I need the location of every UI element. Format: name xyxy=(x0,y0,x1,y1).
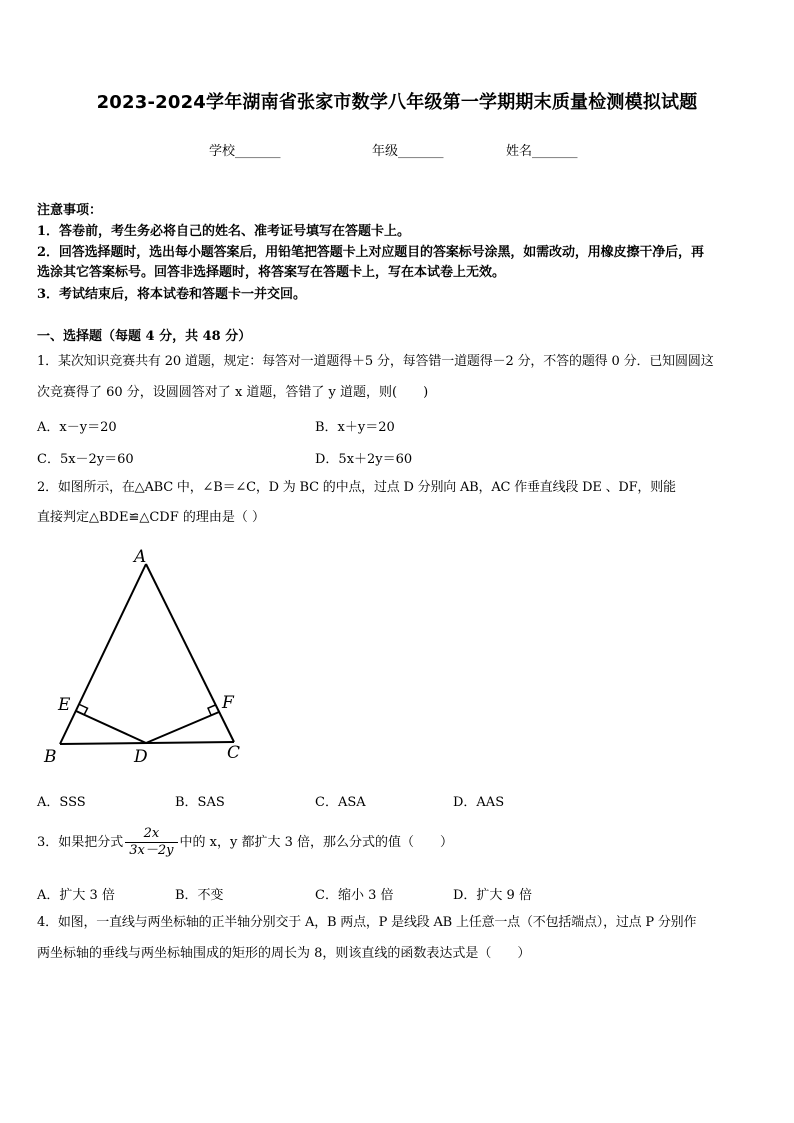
q3-option-a: A．扩大 3 倍 xyxy=(37,888,115,903)
section-heading: 一、选择题（每题 4 分，共 48 分） xyxy=(37,329,252,344)
q3-suffix: 中的 x，y 都扩大 3 倍，那么分式的值（ ） xyxy=(179,835,453,850)
side-ab xyxy=(60,564,146,744)
q3-prefix: 3．如果把分式 xyxy=(37,835,124,850)
q2-option-c: C．ASA xyxy=(315,795,366,810)
notice-item: 选涂其它答案标号。回答非选择题时，将答案写在答题卡上，写在本试卷上无效。 xyxy=(37,265,506,280)
q1-option-a: A．x－y＝20 xyxy=(37,420,117,435)
label-d: D xyxy=(134,747,148,767)
q3-option-c: C．缩小 3 倍 xyxy=(315,888,394,903)
label-f: F xyxy=(222,693,234,713)
q2-option-d: D．AAS xyxy=(453,795,505,810)
segment-df xyxy=(146,712,219,743)
grade-field: 年级_______ xyxy=(372,144,444,159)
side-ac xyxy=(146,564,234,742)
q2-option-b: B．SAS xyxy=(175,795,225,810)
label-c: C xyxy=(227,743,241,763)
segment-de xyxy=(76,711,146,743)
q2-text: 直接判定△BDE≌△CDF 的理由是（ ） xyxy=(37,510,266,525)
q3-text xyxy=(37,826,453,859)
label-b: B xyxy=(44,747,57,767)
label-e: E xyxy=(58,695,71,715)
q1-option-d: D．5x＋2y＝60 xyxy=(315,452,413,467)
page-title: 2023-2024学年湖南省张家市数学八年级第一学期期末质量检测模拟试题 xyxy=(96,92,698,113)
q1-text: 次竞赛得了 60 分，设圆圆答对了 x 道题，答错了 y 道题，则( ) xyxy=(37,385,429,400)
q3-numerator: 2x xyxy=(125,826,177,843)
q4-text: 两坐标轴的垂线与两坐标轴围成的矩形的周长为 8，则该直线的函数表达式是（ ） xyxy=(37,946,531,961)
q2-option-a: A．SSS xyxy=(37,795,86,810)
notice-item: 2．回答选择题时，选出每小题答案后，用铅笔把答题卡上对应题目的答案标号涂黑，如需改动，用橡皮擦干净后，再 xyxy=(37,245,704,260)
triangle-figure xyxy=(36,540,256,775)
school-field: 学校_______ xyxy=(209,144,281,159)
q1-option-c: C．5x－2y＝60 xyxy=(37,452,134,467)
name-field: 姓名_______ xyxy=(506,144,578,159)
q1-text: 1．某次知识竞赛共有 20 道题，规定：每答对一道题得＋5 分，每答错一道题得－2 分，不答的题得 0 分．已知圆圆这 xyxy=(37,354,714,369)
q4-text: 4．如图，一直线与两坐标轴的正半轴分别交于 A，B 两点，P 是线段 AB 上任意一点（不包括端点），过点 P 分别作 xyxy=(37,915,697,930)
q3-fraction xyxy=(125,826,177,859)
q3-denominator: 3x－2y xyxy=(129,843,174,858)
notice-item: 1．答卷前，考生务必将自己的姓名、准考证号填写在答题卡上。 xyxy=(37,224,411,239)
notice-heading: 注意事项： xyxy=(37,203,103,218)
q3-option-d: D．扩大 9 倍 xyxy=(453,888,532,903)
label-a: A xyxy=(134,547,147,567)
q1-option-b: B．x＋y＝20 xyxy=(315,420,395,435)
q3-option-b: B．不变 xyxy=(175,888,224,903)
notice-item: 3．考试结束后，将本试卷和答题卡一并交回。 xyxy=(37,287,307,302)
q2-text: 2．如图所示，在△ABC 中，∠B＝∠C，D 为 BC 的中点，过点 D 分别向 AB，AC 作垂直线段 DE 、DF，则能 xyxy=(37,480,676,495)
